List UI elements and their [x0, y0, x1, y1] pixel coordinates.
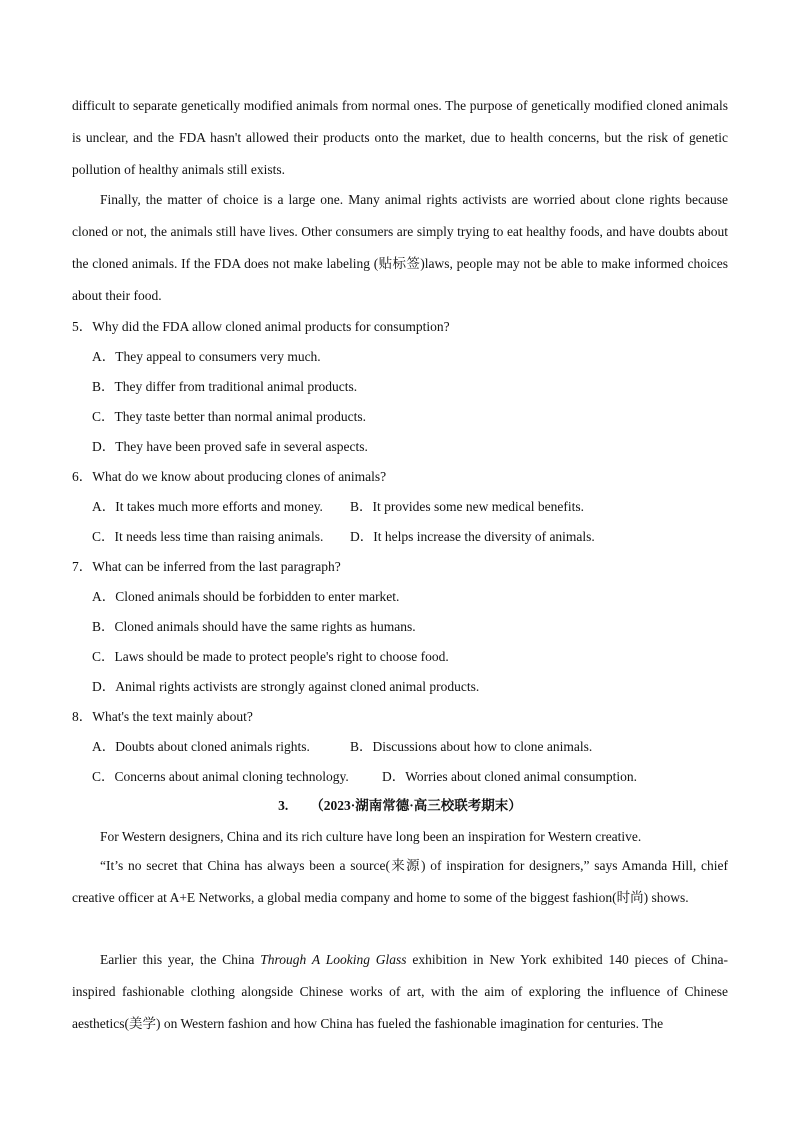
- section-source: （2023·湖南常德·高三校联考期末）: [310, 798, 522, 813]
- answer-option: A．They appeal to consumers very much.: [92, 349, 321, 364]
- answer-option: A．It takes much more efforts and money.: [92, 499, 323, 514]
- answer-option: B．They differ from traditional animal products.: [92, 379, 358, 394]
- passage-paragraph: difficult to separate genetically modified animals from normal ones. The purpose of genetically modified cloned animals is unclear, and the FDA hasn't allowed their products onto the market, due to health concerns, but the risk of genetic pollution of healthy animals still exists.: [72, 98, 728, 177]
- exhibition-title: Through A Looking Glass: [260, 952, 407, 967]
- passage-paragraph: [72, 944, 728, 1040]
- section-heading: [0, 797, 800, 815]
- question-stem: 7．What can be inferred from the last paragraph?: [72, 559, 341, 574]
- text-run: Earlier this year, the China: [100, 952, 261, 967]
- answer-option: B．Cloned animals should have the same rights as humans.: [92, 619, 416, 634]
- answer-option: C．It needs less time than raising animals.: [92, 529, 324, 544]
- answer-option: C．Laws should be made to protect people's right to choose food.: [92, 649, 449, 664]
- answer-option: A．Cloned animals should be forbidden to enter market.: [92, 589, 400, 604]
- answer-option: D．Animal rights activists are strongly against cloned animal products.: [92, 679, 480, 694]
- answer-option: B．Discussions about how to clone animals.: [350, 739, 593, 754]
- passage-paragraph: For Western designers, China and its rich culture have long been an inspiration for Western creative.: [100, 829, 642, 844]
- section-number: 3.: [278, 798, 289, 813]
- question-stem: 8．What's the text mainly about?: [72, 709, 253, 724]
- answer-option: D．They have been proved safe in several aspects.: [92, 439, 368, 454]
- answer-option: D．Worries about cloned animal consumption.: [382, 769, 637, 784]
- passage-paragraph: Finally, the matter of choice is a large one. Many animal rights activists are worried about clone rights because cloned or not, the animals still have lives. Other consumers are simply trying to eat healthy foods, and have doubts about the cloned animals. If the FDA does not make labeling (贴标签)laws, people may not be able to make informed choices about their food.: [72, 192, 728, 303]
- answer-option: D．It helps increase the diversity of animals.: [350, 529, 595, 544]
- answer-option: C．They taste better than normal animal products.: [92, 409, 367, 424]
- passage-paragraph: “It’s no secret that China has always been a source(来源) of inspiration for designers,” says Amanda Hill, chief creative officer at A+E Networks, a global media company and home to some of the biggest fashion(时尚) shows.: [72, 858, 728, 905]
- question-stem: 5．Why did the FDA allow cloned animal products for consumption?: [72, 319, 450, 334]
- answer-option: B．It provides some new medical benefits.: [350, 499, 584, 514]
- question-stem: 6．What do we know about producing clones of animals?: [72, 469, 387, 484]
- answer-option: C．Concerns about animal cloning technology.: [92, 769, 349, 784]
- answer-option: A．Doubts about cloned animals rights.: [92, 739, 310, 754]
- text-run: exhibition in New York exhibited 140 pieces of China-inspired fashionable clothing alongside Chinese works of art, with the aim of exploring the influence of Chinese aesthetics(美学) on Western fashion and how China has fueled the fashionable imagination for centuries. The: [72, 952, 728, 1031]
